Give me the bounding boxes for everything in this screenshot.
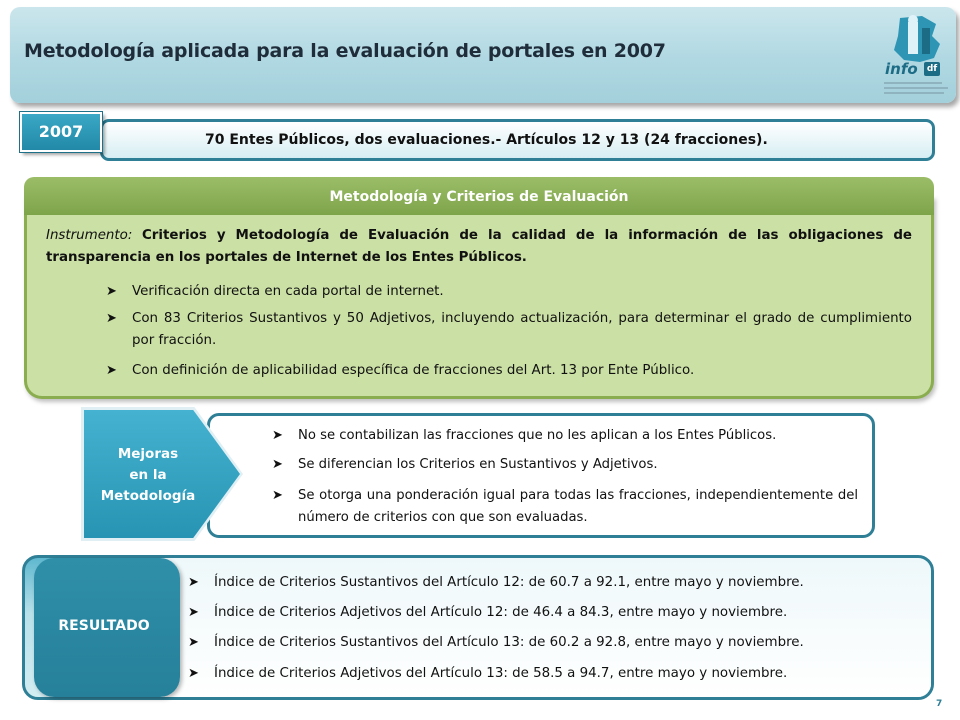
result-bullet-text: Índice de Criterios Sustantivos del Artículo 13: de 60.2 a 92.8, entre mayo y noviembre. [214, 635, 804, 650]
arrow-bullet-icon: ➤ [188, 666, 199, 681]
page-title: Metodología aplicada para la evaluación de portales en 2007 [24, 40, 666, 62]
logo-caption-line [884, 87, 948, 89]
list-item [272, 454, 858, 476]
arrow-bullet-icon: ➤ [106, 284, 117, 299]
list-item [188, 663, 918, 685]
arrow-bullet-icon: ➤ [188, 605, 199, 620]
arrow-bullet-icon: ➤ [272, 488, 283, 503]
list-item [272, 485, 858, 529]
logo-badge: df [924, 62, 940, 76]
arrow-bullet-icon: ➤ [188, 635, 199, 650]
arrow-bullet-icon: ➤ [272, 457, 283, 472]
improvement-bullet-text: No se contabilizan las fracciones que no les aplican a los Entes Públicos. [298, 428, 777, 443]
improvements-label-line: en la [129, 467, 167, 483]
year-summary-text: 70 Entes Públicos, dos evaluaciones.- Artículos 12 y 13 (24 fracciones). [205, 132, 768, 148]
improvements-label-line: Metodología [100, 488, 196, 504]
arrow-bullet-icon: ➤ [272, 428, 283, 443]
instrument-text: Criterios y Metodología de Evaluación de la calidad de la información de las obligaciones de transparencia en los portales de Internet de los Entes Públicos. [46, 228, 912, 265]
list-item [106, 360, 912, 382]
year-badge: 2007 [20, 112, 102, 152]
improvement-bullet-text: Se diferencian los Criterios en Sustantivos y Adjetivos. [298, 457, 658, 472]
methodology-bullet-text: Verificación directa en cada portal de internet. [132, 284, 444, 299]
result-bullet-text: Índice de Criterios Adjetivos del Artículo 13: de 58.5 a 94.7, entre mayo y noviembre. [214, 666, 788, 681]
arrow-bullet-icon: ➤ [188, 575, 199, 590]
methodology-bullet-text: Con definición de aplicabilidad específica de fracciones del Art. 13 por Ente Público. [132, 363, 695, 378]
results-label: RESULTADO [58, 618, 150, 634]
improvements-label [84, 444, 212, 507]
page-number: 7 [936, 699, 943, 709]
list-item [188, 632, 918, 654]
list-item [188, 602, 918, 624]
logo-caption-line [884, 82, 942, 84]
result-bullet-text: Índice de Criterios Sustantivos del Artículo 12: de 60.7 a 92.1, entre mayo y noviembre. [214, 575, 804, 590]
improvement-bullet-text: Se otorga una ponderación igual para todas las fracciones, independientemente del número de criterios con que son evaluadas. [298, 488, 858, 525]
instrument-label: Instrumento: [46, 228, 133, 243]
list-item [188, 572, 918, 594]
result-bullet-text: Índice de Criterios Adjetivos del Artículo 12: de 46.4 a 84.3, entre mayo y noviembre. [214, 605, 788, 620]
logo-caption-line [884, 92, 944, 94]
instrument-paragraph [46, 225, 912, 269]
list-item [106, 281, 912, 303]
list-item [272, 425, 858, 447]
arrow-bullet-icon: ➤ [106, 363, 117, 378]
arrow-bullet-icon: ➤ [106, 311, 117, 326]
methodology-bullet-text: Con 83 Criterios Sustantivos y 50 Adjetivos, incluyendo actualización, para determinar el grado de cumplimiento por fracción. [132, 311, 912, 348]
methodology-header: Metodología y Criterios de Evaluación [24, 177, 934, 215]
logo-text: info [885, 60, 918, 78]
list-item [106, 308, 912, 352]
improvements-label-line: Mejoras [117, 446, 179, 462]
